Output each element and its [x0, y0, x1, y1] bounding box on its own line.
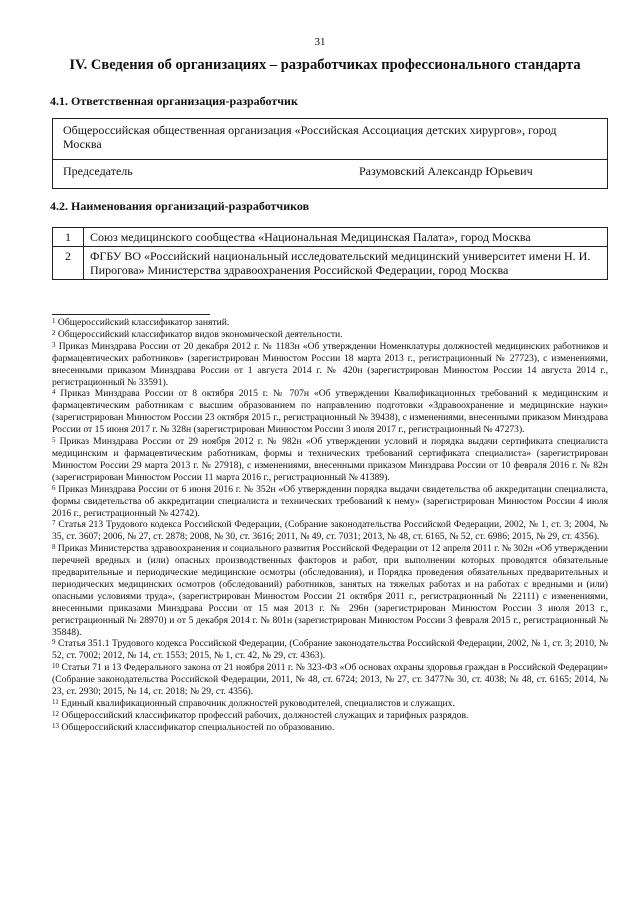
footnote-9	[52, 638, 608, 662]
footnote-mark: 6	[52, 483, 56, 492]
footnote-text: Общероссийский классификатор занятий.	[57, 317, 230, 328]
footnote-mark: 13	[52, 721, 59, 730]
footnote-mark: 12	[52, 709, 59, 718]
footnote-text: Приказ Минздрава России от 6 июня 2016 г. № 352н «Об утверждении порядка выдачи свидетельства об аккредитации специалиста, формы свидетельства об аккредитации специалиста и технических требований к нему» (зарегистрирован Минюстом России 4 июля 2016 г., регистрационный № 42742).	[52, 483, 608, 519]
section-title: IV. Сведения об организациях – разработчиках профессионального стандарта	[69, 57, 581, 73]
footnote-11	[52, 698, 608, 710]
footnote-text: Статья 213 Трудового кодекса Российской Федерации, (Собрание законодательства Российской Федерации, 2002, № 1, ст. 3; 2004, № 35, ст. 3607; 2006, № 27, ст. 2878; 2008, № 30, ст. 3616; 2011, № 49, ст. 7031; 2013, № 48, ст. 6165, № 52, ст. 6986; 2015, № 29, ст. 4356).	[52, 519, 608, 543]
footnote-mark: 5	[52, 436, 56, 445]
footnote-3	[52, 341, 608, 389]
footnote-text: Статья 351.1 Трудового кодекса Российской Федерации, (Собрание законодательства Российской Федерации, 2002, № 1, ст. 3; 2010, № 52, ст. 7002; 2012, № 14, ст. 1553; 2015, № 1, ст. 42, № 29, ст. 4363).	[52, 638, 608, 662]
row-organization: Союз медицинского сообщества «Национальная Медицинская Палата», город Москва	[84, 228, 608, 247]
signatory-position: Председатель	[63, 164, 133, 178]
table-row	[53, 247, 608, 280]
page-number: 31	[314, 36, 326, 48]
footnote-12	[52, 710, 608, 722]
footnote-8	[52, 543, 608, 638]
footnote-mark: 4	[52, 388, 56, 397]
subsection-title-responsible: 4.1. Ответственная организация-разработчик	[50, 94, 298, 108]
signatory-row	[53, 160, 608, 189]
footnote-text: Приказ Минздрава России от 8 октября 2015 г. № 707н «Об утверждении Квалификационных требований к медицинским и фармацевтическим работникам с высшим образованием по направлению подготовки «Здравоохранение и медицинские науки» (зарегистрирован Минюстом России 23 октября 2015 г., регистрационный № 39438), с изменениями, внесенными приказом Минздрава России от 15 июня 2017 г. № 328н (зарегистрирован Минюстом России 3 июля 2017 г., регистрационный № 47273).	[52, 388, 608, 436]
footnote-mark: 1	[52, 317, 56, 325]
footnote-separator	[52, 314, 210, 315]
footnote-mark: 11	[52, 698, 59, 706]
developer-organizations-table	[52, 227, 608, 280]
footnote-text: Статьи 71 и 13 Федерального закона от 21 ноября 2011 г. № 323-ФЗ «Об основах охраны здоровья граждан в Российской Федерации» (Собрание законодательства Российской Федерации, 2011, № 48, ст. 6724; 2013, № 27, ст. 3477№ 30, ст. 4038; № 48, ст. 6165; 2014, № 23, ст. 2930; 2015, № 14, ст. 2018; № 29, ст. 4356).	[52, 662, 608, 698]
footnote-2	[52, 329, 608, 341]
footnote-text: Приказ Минздрава России от 29 ноября 2012 г. № 982н «Об утверждении условий и порядка выдачи сертификата специалиста медицинским и фармацевтическим работникам, формы и технических требований сертификата специалиста» (зарегистрирован Минюстом России 29 марта 2013 г. № 27918), с изменениями, внесенными приказом Минздрава России от 10 февраля 2016 г. № 82н (зарегистрирован Минюстом России 11 марта 2016 г., регистрационный № 41389).	[52, 436, 608, 483]
footnote-13	[52, 722, 608, 734]
footnote-mark: 9	[52, 638, 56, 647]
table-row	[53, 228, 608, 247]
responsible-organization-table	[52, 118, 608, 189]
footnote-mark: 8	[52, 543, 56, 552]
footnote-mark: 7	[52, 519, 56, 528]
signatory-name: Разумовский Александр Юрьевич	[359, 164, 533, 178]
footnote-10	[52, 662, 608, 698]
footnote-4	[52, 388, 608, 436]
footnote-text: Общероссийский классификатор профессий рабочих, должностей служащих и тарифных разрядов.	[61, 709, 469, 721]
footnote-text: Общероссийский классификатор видов экономической деятельности.	[57, 328, 343, 340]
footnote-text: Общероссийский классификатор специальностей по образованию.	[61, 721, 335, 733]
footnote-text: Приказ Министерства здравоохранения и социального развития Российской Федерации от 12 апреля 2011 г. № 302н «Об утверждении перечней вредных и (или) опасных производственных факторов и работ, при выполнении которых проводятся обязательные предварительные и периодические медицинские осмотры (обследования), и Порядка проведения обязательных предварительных и периодических медицинских осмотров (обследований) работников, занятых на тяжелых работах и на работах с вредными и (или) опасными условиями труда», (зарегистрирован Минюстом России 21 октября 2011 г., регистрационный № 22111) с изменениями, внесенными приказами Минздрава России от 15 мая 2013 г. № 296н (зарегистрирован Минюстом России 3 июля 2013 г., регистрационный № 28970) и от 5 декабря 2014 г. № 801н (зарегистрирован Минюстом России 3 февраля 2015 г., регистрационный № 35848).	[52, 543, 608, 638]
footnote-text: Единый квалификационный справочник должностей руководителей, специалистов и служащих.	[61, 698, 455, 709]
footnote-mark: 3	[52, 340, 56, 349]
row-number: 2	[53, 247, 84, 280]
footnote-7	[52, 519, 608, 543]
subsection-title-developers: 4.2. Наименования организаций-разработчиков	[50, 199, 310, 213]
footnote-6	[52, 484, 608, 520]
footnote-mark: 2	[52, 328, 56, 337]
organization-name: Общероссийская общественная организация «Российская Ассоциация детских хирургов», город Москва	[53, 119, 608, 160]
footnotes	[52, 317, 608, 734]
footnote-mark: 10	[52, 662, 59, 671]
row-organization: ФГБУ ВО «Российский национальный исследовательский медицинский университет имени Н. И. Пирогова» Министерства здравоохранения Российской Федерации, город Москва	[84, 247, 608, 280]
footnote-1	[52, 317, 608, 329]
footnote-5	[52, 436, 608, 484]
row-number: 1	[53, 228, 84, 247]
footnote-text: Приказ Минздрава России от 20 декабря 2012 г. № 1183н «Об утверждении Номенклатуры должностей медицинских работников и фармацевтических работников» (зарегистрирован Минюстом России 18 марта 2013 г., регистрационный № 27723), с изменениями, внесенными приказом Минздрава России от 1 августа 2014 г. № 420н (зарегистрирован Минюстом России 14 августа 2014 г., регистрационный № 33591).	[52, 340, 608, 388]
